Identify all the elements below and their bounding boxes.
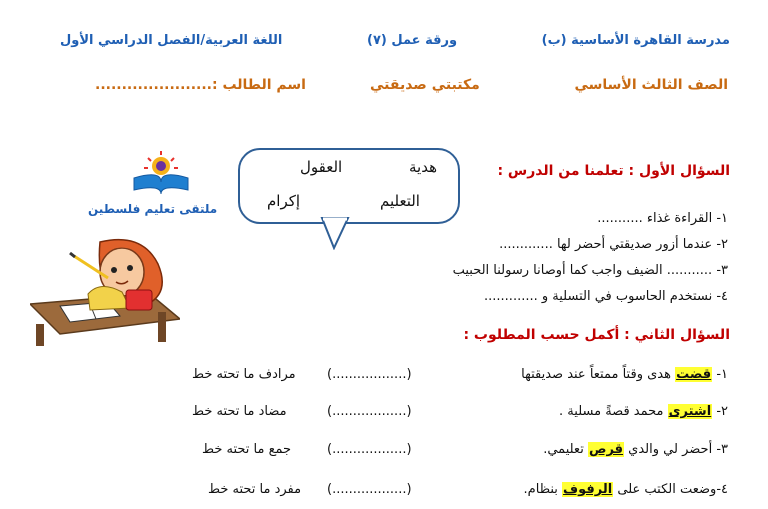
question1-item: ٤- نستخدم الحاسوب في التسلية و .............	[484, 289, 728, 304]
subject-semester: اللغة العربية/الفصل الدراسي الأول	[60, 33, 283, 48]
book-logo-icon	[120, 148, 202, 198]
worksheet-number: ورقة عمل (٧)	[367, 33, 458, 48]
question2-title: السؤال الثاني : أكمل حسب المطلوب :	[463, 327, 730, 343]
question1-item: ٢- عندما أزور صديقتي أحضر لها .............	[499, 237, 728, 252]
question1-item: ١- القراءة غذاء ...........	[597, 211, 728, 226]
lesson-title: مكتبتي صديقتي	[370, 77, 480, 93]
question1-item: ٣- ........... الضيف واجب كما أوصانا رسولنا الحبيب	[452, 263, 728, 278]
question2-sentence: ٣- أحضر لي والدي قرص تعليمي.	[543, 442, 728, 457]
highlighted-word: قرص	[588, 442, 624, 457]
question2-sentence: ٢- اشترى محمد قصةً مسلية .	[559, 404, 728, 419]
bubble-tail-icon	[318, 216, 358, 250]
question2-instruction: مضاد ما تحته خط	[192, 404, 287, 419]
highlighted-word: قضت	[676, 367, 712, 382]
highlighted-word: الرفوف	[563, 482, 613, 497]
answer-blank: (..................)	[327, 404, 412, 419]
answer-blank: (..................)	[327, 482, 412, 497]
bubble-word: إكرام	[267, 192, 301, 210]
girl-reading-illustration	[30, 234, 180, 346]
question2-sentence: ١- قضت هدى وقتاً ممتعاً عند صديقتها	[521, 367, 728, 382]
bubble-word: هدية	[409, 158, 438, 176]
bubble-word: التعليم	[380, 192, 420, 210]
girl-reading-icon	[30, 234, 180, 346]
school-name: مدرسة القاهرة الأساسية (ب)	[541, 33, 730, 48]
answer-blank: (..................)	[327, 367, 412, 382]
answer-blank: (..................)	[327, 442, 412, 457]
logo-text: ملتقى تعليم فلسطين	[88, 202, 218, 216]
question2-instruction: جمع ما تحته خط	[202, 442, 292, 457]
highlighted-word: اشترى	[668, 404, 712, 419]
grade-label: الصف الثالث الأساسي	[574, 77, 728, 93]
question2-instruction: مفرد ما تحته خط	[208, 482, 302, 497]
question2-sentence: ٤-وضعت الكتب على الرفوف بنظام.	[523, 482, 728, 497]
student-name-label: اسم الطالب :......................	[95, 77, 306, 93]
bubble-word: العقول	[300, 158, 343, 176]
question1-title: السؤال الأول : تعلمنا من الدرس :	[497, 163, 730, 179]
logo-image	[120, 148, 202, 198]
question2-instruction: مرادف ما تحته خط	[192, 367, 296, 382]
